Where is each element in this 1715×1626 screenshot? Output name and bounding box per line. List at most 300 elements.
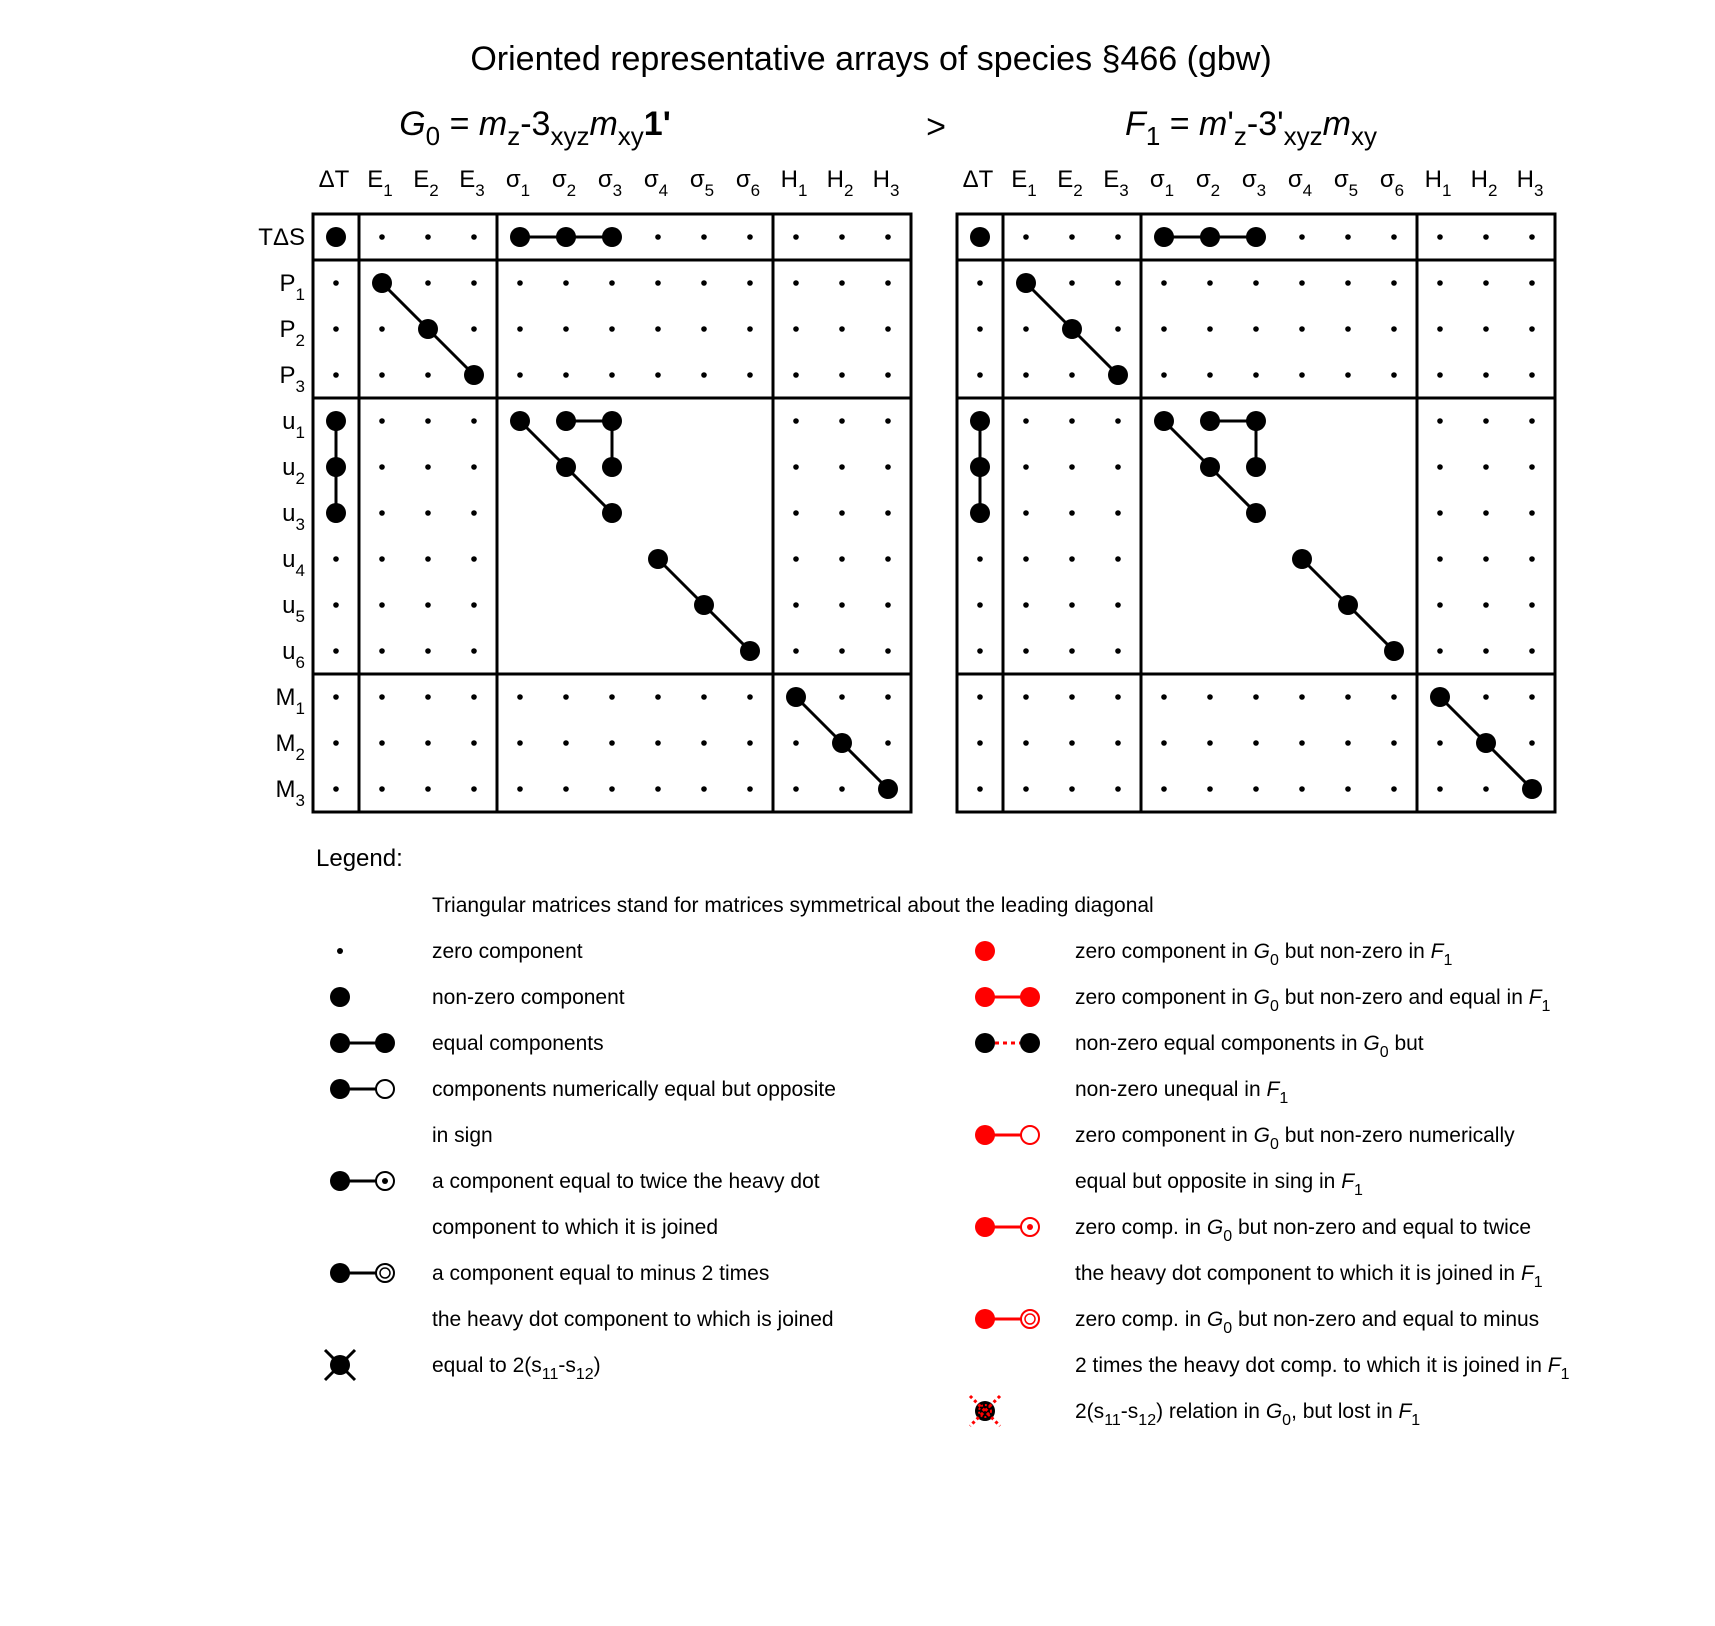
nonzero-dot [602,503,622,523]
nonzero-dot [1200,411,1220,431]
zero-dot [1115,694,1121,700]
zero-dot [471,234,477,240]
nonzero-dot [694,595,714,615]
zero-dot [425,464,431,470]
zero-dot [563,786,569,792]
legend-text: zero comp. in $G_0$ but non-zero and equal to minus [1075,1308,1540,1337]
zero-dot [1345,694,1351,700]
zero-dot [977,556,983,562]
zero-dot [1529,510,1535,516]
zero-dot [839,510,845,516]
zero-dot [563,740,569,746]
zero-dot [885,418,891,424]
zero-dot [1529,602,1535,608]
zero-dot [1437,372,1443,378]
zero-dot [701,740,707,746]
zero-dot [517,326,523,332]
red-dot-icon [975,941,995,961]
legend-text: the heavy dot component to which it is joined in $F_1$ [1075,1262,1543,1291]
zero-dot [333,556,339,562]
zero-dot [747,280,753,286]
zero-dot [379,464,385,470]
legend-text: zero component in $G_0$ but non-zero and equal in $F_1$ [1075,986,1551,1015]
zero-dot [563,326,569,332]
nonzero-dot [510,227,530,247]
legend-text: zero component in $G_0$ but non-zero numerically [1075,1124,1515,1153]
legend-text: $2(s_{11}-s_{12})$ relation in $G_0$, but lost in $F_1$ [1075,1400,1421,1429]
nonzero-dot [1062,319,1082,339]
zero-dot [1115,280,1121,286]
zero-dot [839,648,845,654]
row-header: $P_1$ [279,270,305,304]
nonzero-dot [970,411,990,431]
zero-dot [1483,280,1489,286]
column-header: $H_2$ [826,166,854,200]
zero-dot [333,740,339,746]
zero-dot [425,556,431,562]
legend-text: equal but opposite in sing in $F_1$ [1075,1170,1363,1199]
zero-dot [793,418,799,424]
zero-dot [1069,280,1075,286]
nonzero-dot [556,227,576,247]
zero-dot [655,372,661,378]
row-header: $u_2$ [282,454,305,488]
nonzero-dot [1246,411,1266,431]
column-header: $\sigma_1$ [505,166,531,200]
zero-dot [1483,694,1489,700]
zero-dot [655,280,661,286]
zero-dot [379,510,385,516]
small-dot-icon [337,948,343,954]
legend-text: non-zero unequal in $F_1$ [1075,1078,1289,1107]
column-header: $\sigma_2$ [1195,166,1221,200]
legend-text: a component equal to twice the heavy dot [432,1170,820,1193]
zero-dot [1299,326,1305,332]
zero-dot [1069,418,1075,424]
zero-dot [1069,464,1075,470]
row-header: $u_6$ [282,638,305,672]
zero-dot [1115,510,1121,516]
zero-dot [471,786,477,792]
zero-dot [1207,786,1213,792]
zero-dot [609,740,615,746]
nonzero-dot [326,227,346,247]
zero-dot [563,694,569,700]
zero-dot [1345,740,1351,746]
zero-dot [1253,694,1259,700]
zero-dot [839,280,845,286]
zero-dot [1529,326,1535,332]
zero-dot [701,326,707,332]
zero-dot [1391,326,1397,332]
zero-dot [1161,694,1167,700]
zero-dot [1069,372,1075,378]
zero-dot [701,280,707,286]
zero-dot [471,556,477,562]
zero-dot [1437,740,1443,746]
zero-dot [609,326,615,332]
matrix-f1 [957,166,1555,812]
zero-dot [1345,280,1351,286]
zero-dot [425,510,431,516]
zero-dot [517,280,523,286]
zero-dot [333,786,339,792]
red-cross-dot-icon [970,1396,1000,1426]
zero-dot [1299,740,1305,746]
zero-dot [471,510,477,516]
zero-dot [701,234,707,240]
zero-dot [1069,786,1075,792]
zero-dot [1023,602,1029,608]
zero-dot [1299,694,1305,700]
zero-dot [1115,326,1121,332]
zero-dot [425,740,431,746]
zero-dot [1023,510,1029,516]
diagram-title: Oriented representative arrays of species §466 (gbw) [470,40,1272,78]
column-header: $E_1$ [1011,166,1037,200]
zero-dot [1023,648,1029,654]
zero-dot [701,694,707,700]
nonzero-dot [326,411,346,431]
nonzero-dot [1016,273,1036,293]
row-header: TΔS [258,224,305,251]
zero-dot [1023,234,1029,240]
nonzero-dot [740,641,760,661]
zero-dot [1345,234,1351,240]
zero-dot [793,510,799,516]
zero-dot [333,602,339,608]
zero-dot [1483,556,1489,562]
zero-dot [471,694,477,700]
zero-dot [379,234,385,240]
zero-dot [747,326,753,332]
zero-dot [379,372,385,378]
zero-dot [1299,280,1305,286]
column-header: $E_2$ [1057,166,1083,200]
matrix-g0 [258,166,911,812]
formula-f1: $F_1 = m'_z-3'_{xyz}m_{xy}$ [1125,105,1377,151]
nonzero-dot [510,411,530,431]
nonzero-dot [970,457,990,477]
zero-dot [885,464,891,470]
zero-dot [1529,280,1535,286]
column-header: $\sigma_1$ [1149,166,1175,200]
nonzero-dot [1108,365,1128,385]
formula-g0: $G_0 = m_z-3_{xyz}m_{xy}1'$ [399,105,671,151]
zero-dot [839,694,845,700]
row-header: $P_2$ [279,316,305,350]
zero-dot [1253,740,1259,746]
zero-dot [1345,372,1351,378]
legend-note: Triangular matrices stand for matrices symmetrical about the leading diagonal [432,894,1154,917]
zero-dot [839,602,845,608]
zero-dot [1207,694,1213,700]
zero-dot [379,786,385,792]
zero-dot [379,602,385,608]
legend-text: zero component in $G_0$ but non-zero in $F_1$ [1075,940,1453,969]
zero-dot [1391,280,1397,286]
zero-dot [747,740,753,746]
nonzero-dot [1292,549,1312,569]
legend-title: Legend: [316,845,403,872]
legend-text: in sign [432,1124,493,1147]
zero-dot [1437,786,1443,792]
zero-dot [701,786,707,792]
zero-dot [563,280,569,286]
zero-dot [563,372,569,378]
zero-dot [1483,372,1489,378]
zero-dot [747,786,753,792]
column-header: $E_3$ [459,166,485,200]
zero-dot [1023,740,1029,746]
zero-dot [425,648,431,654]
zero-dot [793,234,799,240]
column-header: $E_1$ [367,166,393,200]
red-equal-pair-icon [975,987,1040,1007]
zero-dot [747,694,753,700]
zero-dot [1483,234,1489,240]
zero-dot [1023,464,1029,470]
cross-dot-icon [325,1350,355,1380]
zero-dot [609,786,615,792]
zero-dot [885,280,891,286]
column-header: $\sigma_4$ [1287,166,1313,200]
zero-dot [839,326,845,332]
nonzero-dot [556,457,576,477]
nonzero-dot [418,319,438,339]
zero-dot [701,372,707,378]
zero-dot [1069,740,1075,746]
zero-dot [747,372,753,378]
zero-dot [1023,418,1029,424]
zero-dot [1207,280,1213,286]
comparison-symbol: > [926,108,946,146]
zero-dot [1023,694,1029,700]
zero-dot [1437,234,1443,240]
nonzero-dot [1246,457,1266,477]
nonzero-dot [878,779,898,799]
zero-dot [1483,418,1489,424]
zero-dot [471,464,477,470]
column-header: $H_3$ [872,166,900,200]
zero-dot [839,234,845,240]
zero-dot [1115,556,1121,562]
zero-dot [1529,234,1535,240]
nonzero-dot [786,687,806,707]
zero-dot [379,418,385,424]
zero-dot [517,372,523,378]
zero-dot [1391,234,1397,240]
zero-dot [1115,464,1121,470]
red-opposite-pair-icon [975,1125,1039,1145]
zero-dot [1437,602,1443,608]
zero-dot [333,280,339,286]
zero-dot [333,372,339,378]
zero-dot [885,602,891,608]
zero-dot [885,694,891,700]
legend-text: a component equal to minus 2 times [432,1262,770,1285]
zero-dot [425,694,431,700]
zero-dot [609,694,615,700]
nonzero-dot [602,227,622,247]
zero-dot [1437,556,1443,562]
zero-dot [1529,372,1535,378]
zero-dot [885,510,891,516]
zero-dot [1023,786,1029,792]
column-header: $\sigma_3$ [1241,166,1267,200]
zero-dot [793,280,799,286]
zero-dot [425,418,431,424]
nonzero-dot [1476,733,1496,753]
zero-dot [839,372,845,378]
zero-dot [1253,372,1259,378]
nonzero-dot [970,227,990,247]
zero-dot [793,740,799,746]
zero-dot [1299,372,1305,378]
nonzero-dot [326,457,346,477]
column-header: $H_1$ [780,166,808,200]
zero-dot [1207,740,1213,746]
zero-dot [1345,786,1351,792]
zero-dot [379,556,385,562]
column-header: $H_2$ [1470,166,1498,200]
zero-dot [655,740,661,746]
zero-dot [471,418,477,424]
zero-dot [1069,234,1075,240]
zero-dot [1437,280,1443,286]
zero-dot [471,602,477,608]
big-dot-icon [330,987,350,1007]
legend-text: equal components [432,1032,604,1055]
zero-dot [1529,464,1535,470]
nonzero-dot [602,457,622,477]
zero-dot [425,372,431,378]
zero-dot [839,418,845,424]
zero-dot [1115,648,1121,654]
column-header: $E_3$ [1103,166,1129,200]
zero-dot [1437,418,1443,424]
zero-dot [1483,326,1489,332]
zero-dot [1023,556,1029,562]
zero-dot [655,326,661,332]
zero-dot [517,740,523,746]
opposite-pair-icon [330,1079,394,1099]
zero-dot [425,786,431,792]
zero-dot [1069,556,1075,562]
zero-dot [1529,694,1535,700]
row-header: $M_2$ [275,730,305,764]
nonzero-dot [1154,411,1174,431]
zero-dot [1391,372,1397,378]
row-header: $u_5$ [282,592,305,626]
legend-text: the heavy dot component to which is joined [432,1308,834,1331]
zero-dot [1115,418,1121,424]
zero-dot [977,326,983,332]
zero-dot [839,464,845,470]
zero-dot [1437,326,1443,332]
dotted-pair-icon [975,1033,1040,1053]
zero-dot [793,602,799,608]
matrices-group [258,166,1555,812]
zero-dot [1253,786,1259,792]
row-header: $M_3$ [275,776,305,810]
zero-dot [793,648,799,654]
legend-text: zero component [432,940,583,963]
zero-dot [977,694,983,700]
equal-pair-icon [330,1033,395,1053]
zero-dot [609,280,615,286]
column-header: $E_2$ [413,166,439,200]
legend-text: non-zero component [432,986,625,1009]
zero-dot [885,234,891,240]
row-header: $u_1$ [282,408,305,442]
zero-dot [885,740,891,746]
red-minus-two-pair-icon [975,1309,1039,1329]
nonzero-dot [1200,227,1220,247]
zero-dot [655,234,661,240]
zero-dot [379,740,385,746]
zero-dot [379,694,385,700]
legend-text: zero comp. in $G_0$ but non-zero and equal to twice [1075,1216,1532,1245]
legend-text: equal to $2(s_{11}-s_{12})$ [432,1354,601,1383]
zero-dot [1529,740,1535,746]
zero-dot [517,786,523,792]
zero-dot [977,602,983,608]
zero-dot [471,326,477,332]
column-header: $\sigma_5$ [689,166,715,200]
zero-dot [977,280,983,286]
zero-dot [793,786,799,792]
zero-dot [1069,648,1075,654]
row-header: $u_4$ [282,546,305,580]
zero-dot [885,556,891,562]
zero-dot [1437,648,1443,654]
zero-dot [793,464,799,470]
nonzero-dot [1430,687,1450,707]
zero-dot [1529,556,1535,562]
zero-dot [839,786,845,792]
zero-dot [1483,648,1489,654]
column-header: $\sigma_2$ [551,166,577,200]
zero-dot [471,648,477,654]
zero-dot [1115,602,1121,608]
zero-dot [1391,786,1397,792]
legend-text: non-zero equal components in $G_0$ but [1075,1032,1424,1061]
zero-dot [977,372,983,378]
zero-dot [1345,326,1351,332]
nonzero-dot [1200,457,1220,477]
nonzero-dot [648,549,668,569]
zero-dot [1023,326,1029,332]
zero-dot [885,326,891,332]
zero-dot [1115,740,1121,746]
nonzero-dot [372,273,392,293]
zero-dot [379,648,385,654]
zero-dot [425,280,431,286]
zero-dot [977,786,983,792]
zero-dot [609,372,615,378]
zero-dot [1299,234,1305,240]
zero-dot [471,280,477,286]
zero-dot [1161,280,1167,286]
zero-dot [1069,510,1075,516]
zero-dot [1483,464,1489,470]
row-header: $M_1$ [275,684,305,718]
legend-text: 2 times the heavy dot comp. to which it is joined in $F_1$ [1075,1354,1570,1383]
zero-dot [1115,786,1121,792]
nonzero-dot [464,365,484,385]
column-header: $\sigma_5$ [1333,166,1359,200]
